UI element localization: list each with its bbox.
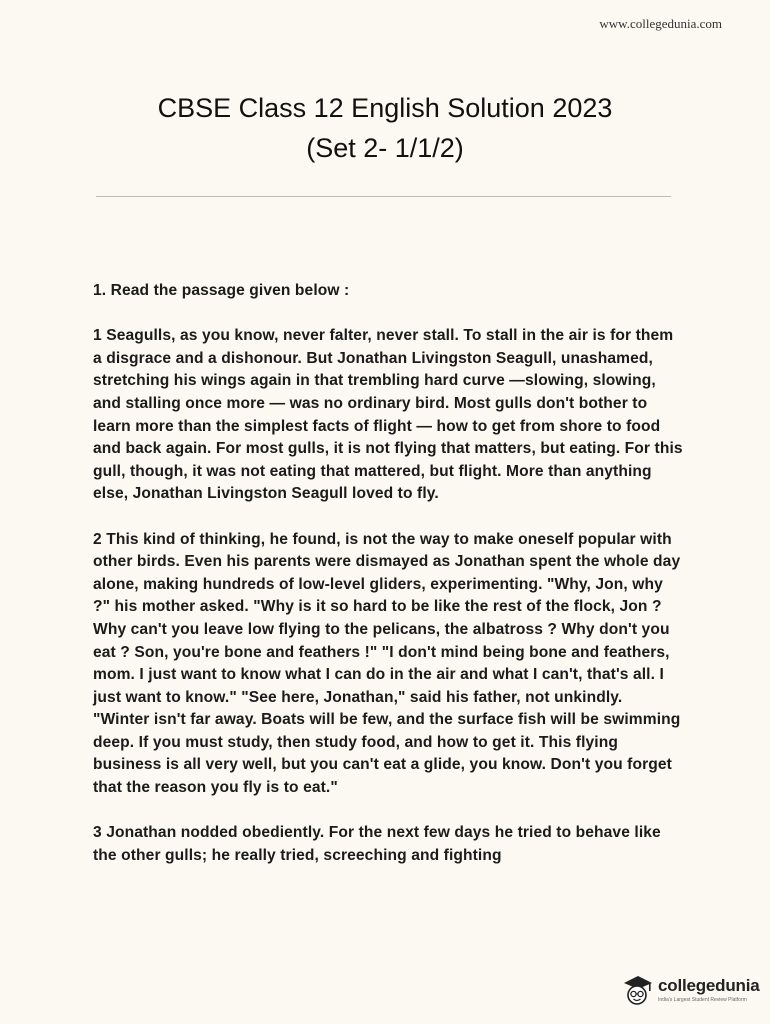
passage-paragraph-3: 3 Jonathan nodded obediently. For the next few days he tried to behave like the other gulls; he really tried, screeching and fighting <box>93 824 661 864</box>
question-intro: 1. Read the passage given below : <box>93 282 350 299</box>
site-url[interactable]: www.collegedunia.com <box>599 16 722 31</box>
title-line-1: CBSE Class 12 English Solution 2023 <box>157 93 613 123</box>
title-divider <box>96 196 671 197</box>
collegedunia-logo[interactable] <box>618 968 760 1012</box>
collegedunia-mascot-icon <box>618 971 656 1009</box>
passage-content <box>93 280 683 890</box>
passage-paragraph-1: 1 Seagulls, as you know, never falter, never stall. To stall in the air is for them a disgrace and a dishonour. But Jonathan Livingston Seagull, unashamed, stretching his wings again in that trembling hard curve —slowing, slowing, and stalling once more — was no ordinary bird. Most gulls don't bother to learn more than the simplest facts of flight — how to get from shore to food and back again. For most gulls, it is not flying that matters, but eating. For this gull, though, it was not eating that mattered, but flight. More than anything else, Jonathan Livingston Seagull loved to fly. <box>93 327 683 503</box>
title-line-2: (Set 2- 1/1/2) <box>306 133 464 163</box>
document-title <box>0 88 770 168</box>
logo-name: collegedunia <box>658 975 760 995</box>
passage-paragraph-2: 2 This kind of thinking, he found, is not the way to make oneself popular with other birds. Even his parents were dismayed as Jonathan spent the whole day alone, making hundreds of low-level gliders, experimenting. "Why, Jon, why ?" his mother asked. "Why is it so hard to be like the rest of the flock, Jon ? Why can't you leave low flying to the pelicans, the albatross ? Why don't you eat ? Son, you're bone and feathers !" "I don't mind being bone and feathers, mom. I just want to know what I can do in the air and what I can't, that's all. I just want to know." "See here, Jonathan," said his father, not unkindly. "Winter isn't far away. Boats will be few, and the surface fish will be swimming deep. If you must study, then study food, and how to get it. This flying business is all very well, but you can't eat a glide, you know. Don't you forget that the reason you fly is to eat." <box>93 530 681 797</box>
logo-tagline: India's Largest Student Review Platform <box>658 996 747 1003</box>
